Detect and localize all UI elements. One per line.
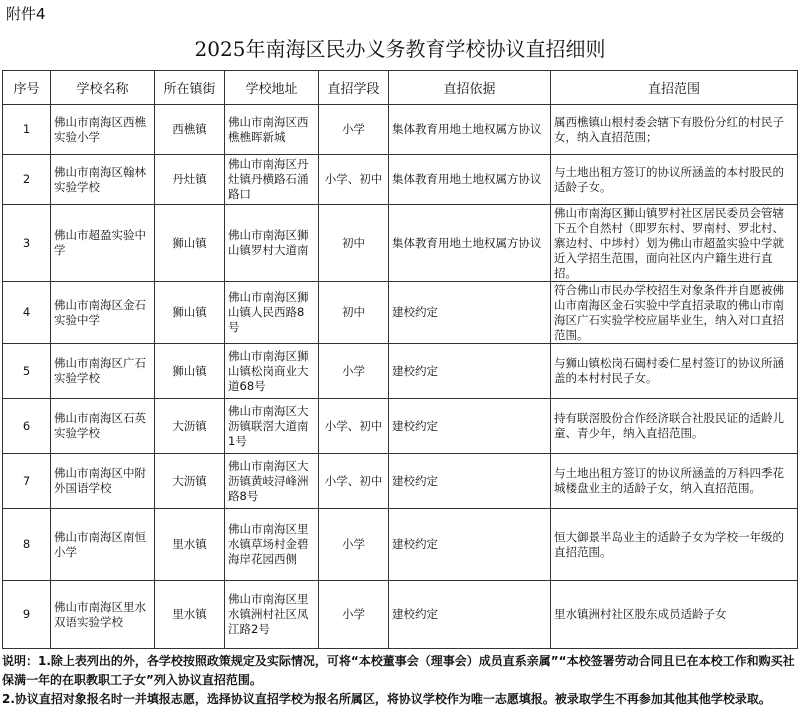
cell-no: 5 [3,344,51,399]
cell-school: 佛山市南海区石英实验学校 [51,399,155,454]
cell-no: 2 [3,155,51,205]
cell-address: 佛山市南海区大沥镇联滘大道南1号 [225,399,319,454]
cell-no: 3 [3,205,51,282]
enrollment-table [2,70,798,649]
cell-stage: 小学、初中 [319,399,389,454]
table-row [3,282,798,344]
cell-town: 狮山镇 [155,205,225,282]
cell-basis: 建校约定 [389,344,551,399]
cell-town: 丹灶镇 [155,155,225,205]
cell-address: 佛山市南海区狮山镇人民西路8号 [225,282,319,344]
cell-scope: 恒大御景半岛业主的适龄子女为学校一年级的直招范围。 [551,509,798,581]
cell-address: 佛山市南海区狮山镇罗村大道南 [225,205,319,282]
note-2: 2.协议直招对象报名时一并填报志愿，选择协议直招学校为报名所属区，将协议学校作为唯一志愿填报。被录取学生不再参加其他其他学校录取。 [2,692,771,706]
cell-town: 狮山镇 [155,282,225,344]
header-no: 序号 [3,71,51,105]
header-school: 学校名称 [51,71,155,105]
cell-town: 狮山镇 [155,344,225,399]
table-row [3,581,798,649]
cell-school: 佛山市南海区中附外国语学校 [51,454,155,509]
cell-school: 佛山市南海区里水双语实验学校 [51,581,155,649]
cell-no: 1 [3,105,51,155]
table-row [3,105,798,155]
table-row [3,399,798,454]
cell-scope: 属西樵镇山根村委会辖下有股份分红的村民子女，纳入直招范围； [551,105,798,155]
notes [2,652,798,709]
table-row [3,344,798,399]
table-row [3,205,798,282]
cell-address: 佛山市南海区里水镇草场村金碧海岸花园西侧 [225,509,319,581]
cell-basis: 建校约定 [389,399,551,454]
table-row [3,155,798,205]
cell-no: 9 [3,581,51,649]
cell-no: 8 [3,509,51,581]
cell-school: 佛山市南海区西樵实验小学 [51,105,155,155]
cell-address: 佛山市南海区大沥镇黄岐浔峰洲路8号 [225,454,319,509]
cell-stage: 初中 [319,205,389,282]
cell-scope: 与土地出租方签订的协议所涵盖的本村股民的适龄子女。 [551,155,798,205]
cell-no: 7 [3,454,51,509]
header-address: 学校地址 [225,71,319,105]
header-scope: 直招范围 [551,71,798,105]
cell-school: 佛山市超盈实验中学 [51,205,155,282]
note-1: 说明：1.除上表列出的外，各学校按照政策规定及实际情况，可将“本校董事会（理事会）成员直系亲属”“本校签署劳动合同且已在本校工作和购买社保满一年的在职教职工子女”列入协议直招范围。 [2,654,795,687]
cell-stage: 小学 [319,344,389,399]
attachment-label: 附件4 [6,5,46,23]
cell-basis: 集体教育用地土地权属方协议 [389,155,551,205]
cell-scope: 里水镇洲村社区股东成员适龄子女 [551,581,798,649]
cell-address: 佛山市南海区丹灶镇丹横路石涌路口 [225,155,319,205]
cell-town: 西樵镇 [155,105,225,155]
cell-no: 6 [3,399,51,454]
cell-address: 佛山市南海区里水镇洲村社区凤江路2号 [225,581,319,649]
cell-school: 佛山市南海区南恒小学 [51,509,155,581]
cell-scope: 与土地出租方签订的协议所涵盖的万科四季花城楼盘业主的适龄子女，纳入直招范围。 [551,454,798,509]
cell-school: 佛山市南海区翰林实验学校 [51,155,155,205]
cell-town: 大沥镇 [155,399,225,454]
cell-scope: 持有联滘股份合作经济联合社股民证的适龄儿童、青少年，纳入直招范围。 [551,399,798,454]
cell-address: 佛山市南海区狮山镇松岗商业大道68号 [225,344,319,399]
cell-no: 4 [3,282,51,344]
cell-address: 佛山市南海区西樵樵晖新城 [225,105,319,155]
cell-town: 里水镇 [155,509,225,581]
header-stage: 直招学段 [319,71,389,105]
cell-basis: 建校约定 [389,581,551,649]
table-row [3,509,798,581]
cell-scope: 符合佛山市民办学校招生对象条件并自愿被佛山市南海区金石实验中学直招录取的佛山市南海区广石实验学校应届毕业生，纳入对口直招范围。 [551,282,798,344]
cell-stage: 初中 [319,282,389,344]
cell-stage: 小学 [319,105,389,155]
cell-school: 佛山市南海区广石实验学校 [51,344,155,399]
page-title: 2025年南海区民办义务教育学校协议直招细则 [194,37,606,61]
table-header-row [3,71,798,105]
cell-basis: 建校约定 [389,454,551,509]
cell-basis: 建校约定 [389,509,551,581]
cell-stage: 小学、初中 [319,454,389,509]
cell-basis: 集体教育用地土地权属方协议 [389,105,551,155]
cell-school: 佛山市南海区金石实验中学 [51,282,155,344]
header-basis: 直招依据 [389,71,551,105]
cell-town: 大沥镇 [155,454,225,509]
cell-stage: 小学 [319,581,389,649]
cell-stage: 小学 [319,509,389,581]
cell-scope: 佛山市南海区狮山镇罗村社区居民委员会管辖下五个自然村（即罗东村、罗南村、罗北村、寨边村、中埗村）划为佛山市超盈实验中学就近入学招生范围，面向社区内户籍生进行直招。 [551,205,798,282]
cell-stage: 小学、初中 [319,155,389,205]
cell-town: 里水镇 [155,581,225,649]
table-row [3,454,798,509]
cell-basis: 集体教育用地土地权属方协议 [389,205,551,282]
cell-scope: 与狮山镇松岗石碣村委仁星村签订的协议所涵盖的本村村民子女。 [551,344,798,399]
cell-basis: 建校约定 [389,282,551,344]
header-town: 所在镇街 [155,71,225,105]
